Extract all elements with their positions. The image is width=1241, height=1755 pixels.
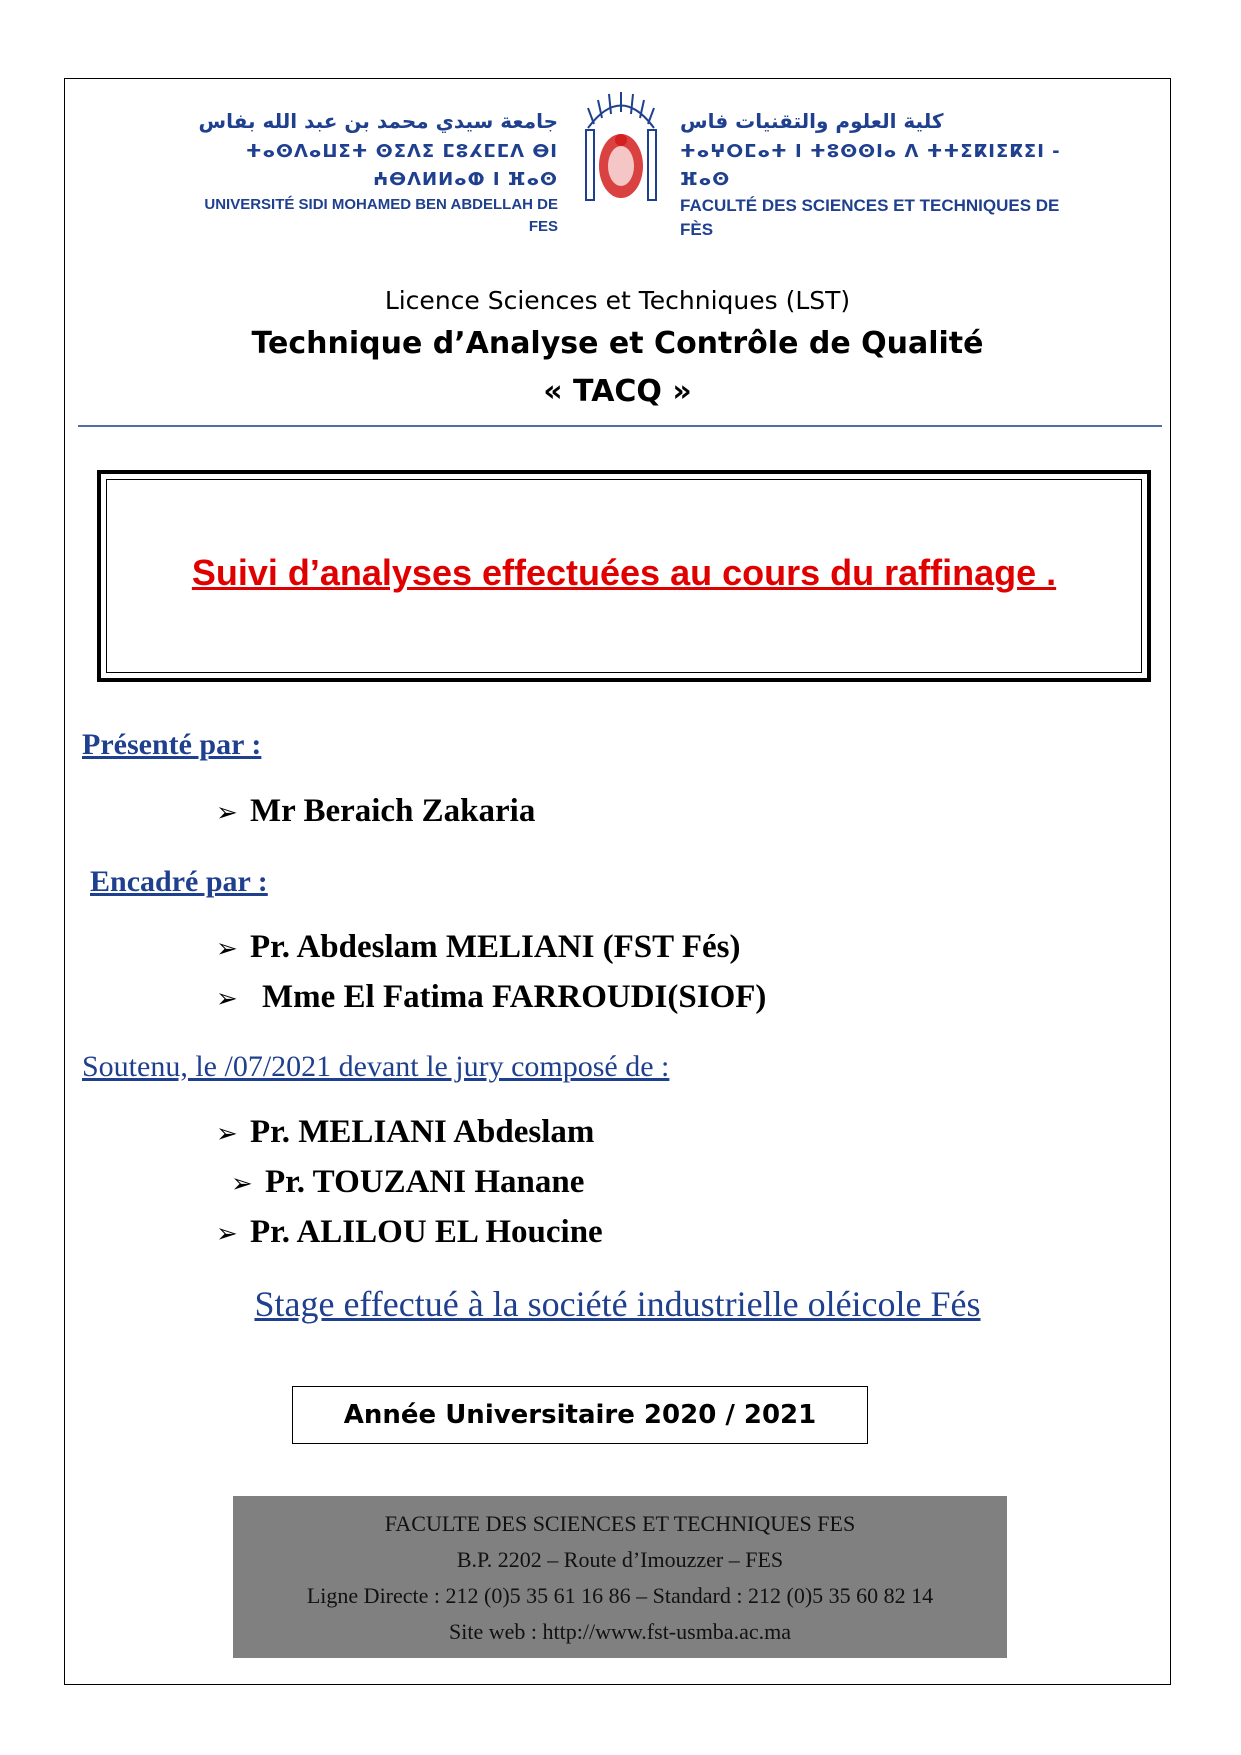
program-degree: Licence Sciences et Techniques (LST)	[384, 286, 851, 315]
university-name-tifinagh: ⵜⴰⵙⴷⴰⵡⵉⵜ ⵙⵉⴷⵉ ⵎⵓⵃⵎⵎⴷ ⴱⵏ ⵄⴱⴷⵍⵍⴰⵀ ⵏ ⴼⴰⵙ	[245, 141, 558, 190]
faculty-name-block	[680, 104, 1090, 242]
arrowhead-bullet-icon: ➢	[231, 1169, 253, 1199]
defense-jury-label: Soutenu, le /07/2021 devant le jury composé de :	[82, 1050, 670, 1083]
arrowhead-bullet-icon: ➢	[216, 1119, 238, 1149]
arrowhead-bullet-icon: ➢	[216, 798, 238, 828]
footer-line-2: B.P. 2202 – Route d’Imouzzer – FES	[456, 1547, 784, 1572]
supervisor-2: ➢ Mme El Fatima FARROUDI(SIOF)	[216, 979, 767, 1015]
footer-line-3: Ligne Directe : 212 (0)5 35 61 16 86 – Standard : 212 (0)5 35 60 82 14	[306, 1583, 934, 1608]
university-crest-icon	[578, 88, 664, 206]
jury-member-2: ➢ Pr. TOUZANI Hanane	[231, 1164, 585, 1200]
presented-by-label: Présenté par :	[82, 728, 262, 761]
university-name-arabic: جامعة سيدي محمد بن عبد الله بفاس	[198, 109, 558, 133]
jury-member-1: ➢ Pr. MELIANI Abdeslam	[216, 1114, 595, 1150]
divider	[78, 425, 1162, 427]
report-title: Suivi d’analyses effectuées au cours du raffinage .	[191, 552, 1057, 593]
arrowhead-bullet-icon: ➢	[216, 934, 238, 964]
academic-year: Année Universitaire 2020 / 2021	[292, 1386, 868, 1444]
arrowhead-bullet-icon: ➢	[216, 1219, 238, 1249]
faculty-name-tifinagh: ⵜⴰⵖⵔⵎⴰⵜ ⵏ ⵜⵓⵙⵙⵏⴰ ⴷ ⵜⵜⵉⴽⵏⵉⴽⵉⵏ - ⴼⴰⵙ	[680, 141, 1061, 190]
jury-member-3: ➢ Pr. ALILOU EL Houcine	[216, 1214, 603, 1250]
footer-line-4: Site web : http://www.fst-usmba.ac.ma	[449, 1619, 791, 1644]
footer-line-1: FACULTE DES SCIENCES ET TECHNIQUES FES	[384, 1511, 856, 1536]
program-acronym: « TACQ »	[543, 374, 692, 409]
arrowhead-bullet-icon: ➢	[216, 984, 238, 1014]
university-name-latin: UNIVERSITÉ SIDI MOHAMED BEN ABDELLAH DE FES	[204, 196, 558, 235]
student-name: ➢ Mr Beraich Zakaria	[216, 793, 536, 829]
program-title: Technique d’Analyse et Contrôle de Qualité	[251, 326, 984, 361]
university-name-block	[178, 104, 558, 238]
supervisor-1: ➢ Pr. Abdeslam MELIANI (FST Fés)	[216, 929, 741, 965]
faculty-name-latin: FACULTÉ DES SCIENCES ET TECHNIQUES DE FÈS	[680, 196, 1060, 239]
supervised-by-label: Encadré par :	[90, 865, 268, 898]
faculty-name-arabic: كلية العلوم والتقنيات فاس	[680, 109, 944, 133]
internship-place: Stage effectué à la société industrielle oléicole Fés	[254, 1284, 981, 1324]
footer-contact-block	[233, 1496, 1007, 1658]
